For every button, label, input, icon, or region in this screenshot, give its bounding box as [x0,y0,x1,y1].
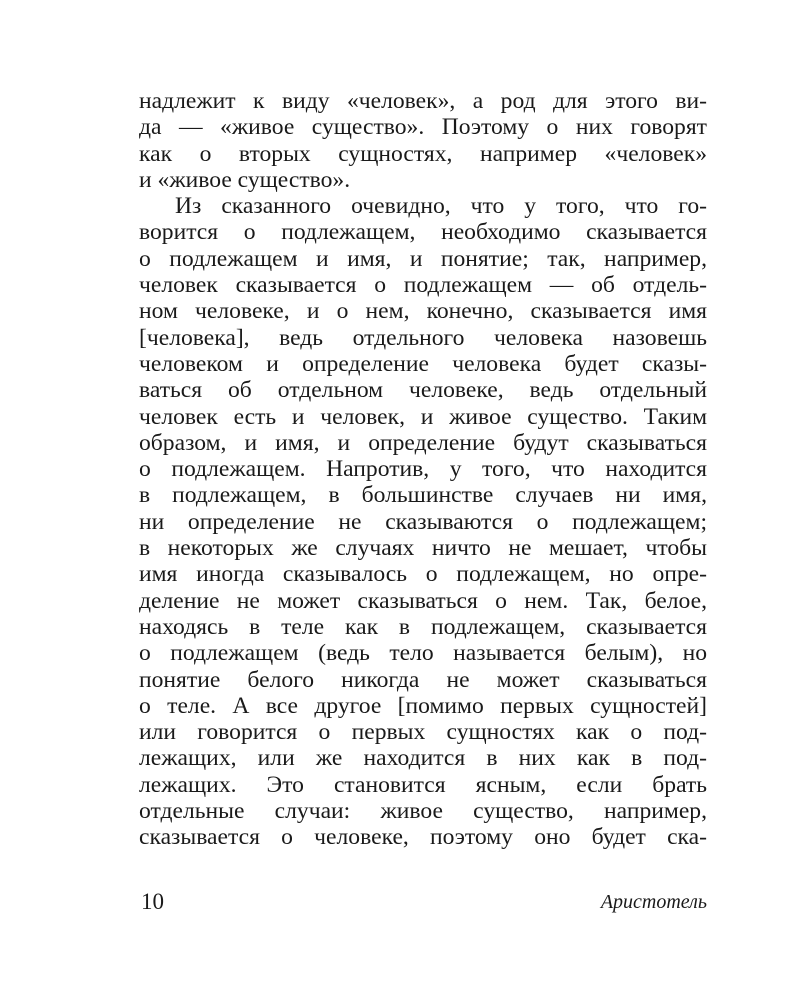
text-line: сказывается о человеке, поэтому оно будет ска- [139,824,707,851]
text-line: имя иногда сказывалось о подлежащем, но опре- [139,561,707,588]
text-line: лежащих. Это становится ясным, если брать [139,771,707,798]
text-line: образом, и имя, и определение будут сказываться [139,429,707,456]
body-text [139,88,707,851]
text-line: [человека], ведь отдельного человека назовешь [139,324,707,351]
text-line: находясь в теле как в подлежащем, сказывается [139,613,707,640]
text-line: лежащих, или же находится в них как в под- [139,745,707,772]
text-line: Из сказанного очевидно, что у того, что го- [175,193,707,220]
text-line: как о вторых сущностях, например «человек» [139,140,707,167]
text-line: человек есть и человек, и живое существо. Таким [139,403,707,430]
text-line: ном человеке, и о нем, конечно, сказывается имя [139,298,707,325]
text-line: человек сказывается о подлежащем — об отдель- [139,272,707,299]
text-line: надлежит к виду «человек», а род для этого ви- [139,88,707,114]
text-line: или говорится о первых сущностях как о под- [139,719,707,746]
text-line: деление не может сказываться о нем. Так, белое, [139,587,707,614]
text-line: о теле. А все другое [помимо первых сущностей] [139,692,707,719]
text-line: о подлежащем (ведь тело называется белым), но [139,640,707,667]
text-line: понятие белого никогда не может сказываться [139,666,707,693]
text-line: ни определение не сказываются о подлежащем; [139,508,707,535]
text-line: ворится о подлежащем, необходимо сказывается [139,219,707,246]
page-footer [141,888,707,916]
text-line: да — «живое существо». Поэтому о них говорят [139,114,707,141]
running-footer-author: Аристотель [600,891,707,913]
text-line: и «живое существо». [139,166,351,193]
text-line: в некоторых же случаях ничто не мешает, чтобы [139,535,707,562]
text-line: о подлежащем. Напротив, у того, что находится [139,456,707,483]
page-number: 10 [141,889,164,914]
text-line: ваться об отдельном человеке, ведь отдельный [139,377,707,404]
text-line: о подлежащем и имя, и понятие; так, например, [139,245,707,272]
text-line: отдельные случаи: живое существо, например, [139,798,707,825]
text-line: в подлежащем, в большинстве случаев ни имя, [139,482,707,509]
text-line: человеком и определение человека будет сказы- [139,350,707,377]
